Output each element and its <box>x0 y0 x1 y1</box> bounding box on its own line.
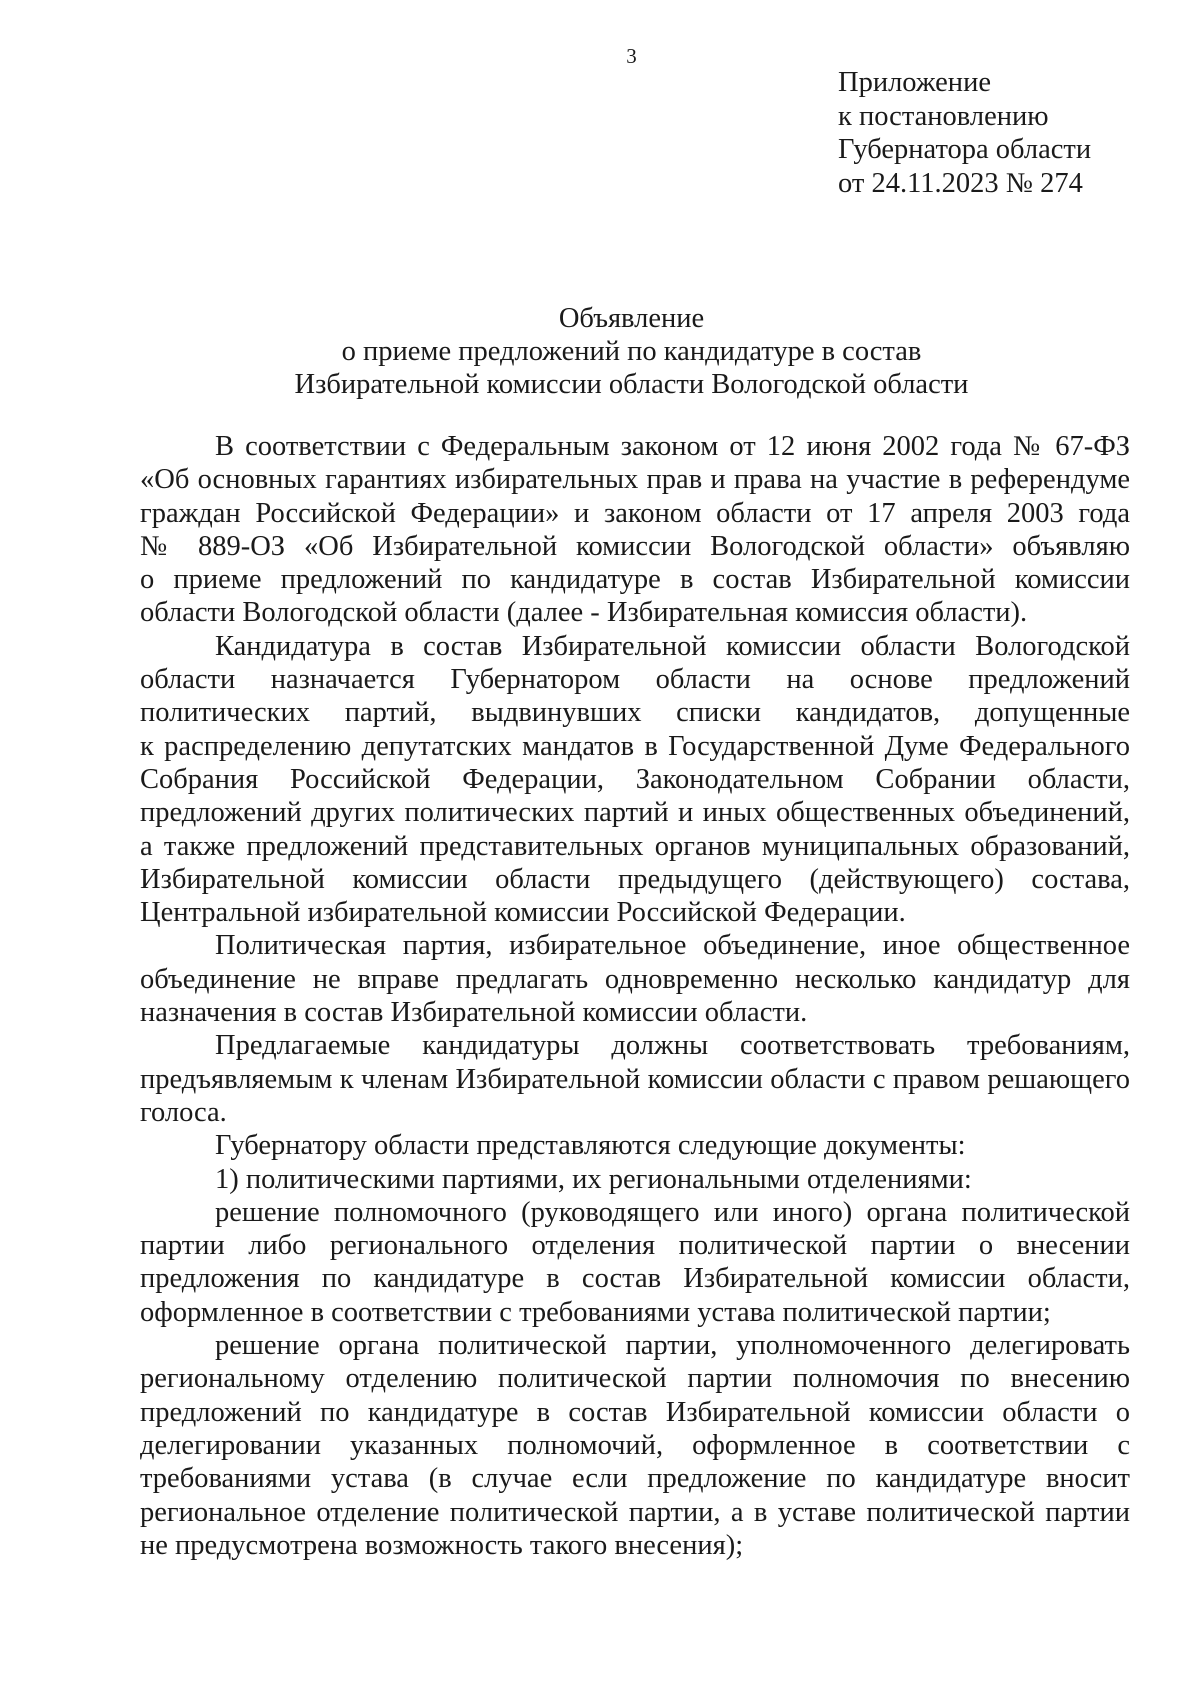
body-paragraph <box>140 1196 1130 1329</box>
paragraph-line: предложений других политических партий и иных общественных объединений, <box>140 797 1130 829</box>
appendix-block <box>838 66 1091 200</box>
body-paragraph <box>140 430 1130 630</box>
appendix-line: Губернатора области <box>838 134 1092 165</box>
body-paragraph <box>140 630 1130 930</box>
paragraph-line: региональное отделение политической партии, а в уставе политической партии <box>140 1496 1130 1528</box>
page-number: 3 <box>626 44 637 68</box>
paragraph-line: Избирательной комиссии области предыдущего (действующего) состава, <box>140 863 1130 895</box>
paragraph-line: предложений по кандидатуре в состав Избирательной комиссии области о <box>140 1396 1130 1428</box>
paragraph-line: области Вологодской области (далее - Избирательная комиссия области). <box>140 597 1028 629</box>
paragraph-line: решение органа политической партии, уполномоченного делегировать <box>215 1330 1130 1362</box>
paragraph-line: Предлагаемые кандидатуры должны соответствовать требованиям, <box>215 1030 1130 1062</box>
paragraph-line: партии либо регионального отделения политической партии о внесении <box>140 1230 1130 1262</box>
paragraph-line: «Об основных гарантиях избирательных прав и права на участие в референдуме <box>140 464 1130 496</box>
body-paragraph <box>140 1329 1130 1562</box>
paragraph-line: граждан Российской Федерации» и законом области от 17 апреля 2003 года <box>140 497 1130 529</box>
document-body <box>140 430 1130 1562</box>
document-title <box>0 302 1200 401</box>
paragraph-line: делегировании указанных полномочий, оформленное в соответствии с <box>140 1429 1130 1461</box>
body-paragraph <box>140 929 1130 1029</box>
title-line: о приеме предложений по кандидатуре в состав <box>341 336 922 367</box>
paragraph-line: Собрания Российской Федерации, Законодательном Собрании области, <box>140 763 1130 795</box>
appendix-line: Приложение <box>838 67 991 98</box>
paragraph-line: предъявляемым к членам Избирательной комиссии области с правом решающего <box>140 1063 1130 1095</box>
paragraph-line: решение полномочного (руководящего или иного) органа политической <box>215 1196 1130 1228</box>
body-paragraph <box>140 1163 1130 1196</box>
body-paragraph <box>140 1129 1130 1162</box>
appendix-line: к постановлению <box>838 100 1049 132</box>
paragraph-line: голоса. <box>140 1096 227 1128</box>
paragraph-line: области назначается Губернатором области на основе предложений <box>140 664 1130 696</box>
title-line: Избирательной комиссии области Вологодской области <box>294 369 969 400</box>
paragraph-line: Политическая партия, избирательное объединение, иное общественное <box>215 930 1130 962</box>
paragraph-line: региональному отделению политической партии полномочия по внесению <box>140 1363 1130 1395</box>
paragraph-line: а также предложений представительных органов муниципальных образований, <box>140 830 1130 862</box>
paragraph-line: Центральной избирательной комиссии Российской Федерации. <box>140 897 906 929</box>
body-paragraph <box>140 1029 1130 1129</box>
paragraph-line: Губернатору области представляются следующие документы: <box>215 1130 966 1162</box>
paragraph-line: предложения по кандидатуре в состав Избирательной комиссии области, <box>140 1263 1130 1295</box>
paragraph-line: о приеме предложений по кандидатуре в состав Избирательной комиссии <box>140 564 1130 596</box>
paragraph-line: 1) политическими партиями, их региональными отделениями: <box>215 1163 972 1195</box>
appendix-date-number: от 24.11.2023 № 274 <box>838 167 1083 199</box>
paragraph-line: Кандидатура в состав Избирательной комиссии области Вологодской <box>215 630 1130 662</box>
paragraph-line: к распределению депутатских мандатов в Государственной Думе Федерального <box>140 730 1130 762</box>
paragraph-line: политических партий, выдвинувших списки кандидатов, допущенные <box>140 697 1130 729</box>
paragraph-line: требованиями устава (в случае если предложение по кандидатуре вносит <box>140 1463 1130 1495</box>
paragraph-line: оформленное в соответствии с требованиями устава политической партии; <box>140 1296 1051 1328</box>
paragraph-line: объединение не вправе предлагать одновременно несколько кандидатур для <box>140 963 1130 995</box>
paragraph-line: № 889-ОЗ «Об Избирательной комиссии Вологодской области» объявляю <box>140 530 1130 562</box>
paragraph-line: не предусмотрена возможность такого внесения); <box>140 1529 744 1561</box>
title-line: Объявление <box>558 303 705 334</box>
paragraph-line: В соответствии с Федеральным законом от 12 июня 2002 года № 67-ФЗ <box>215 431 1130 462</box>
paragraph-line: назначения в состав Избирательной комиссии области. <box>140 997 808 1029</box>
